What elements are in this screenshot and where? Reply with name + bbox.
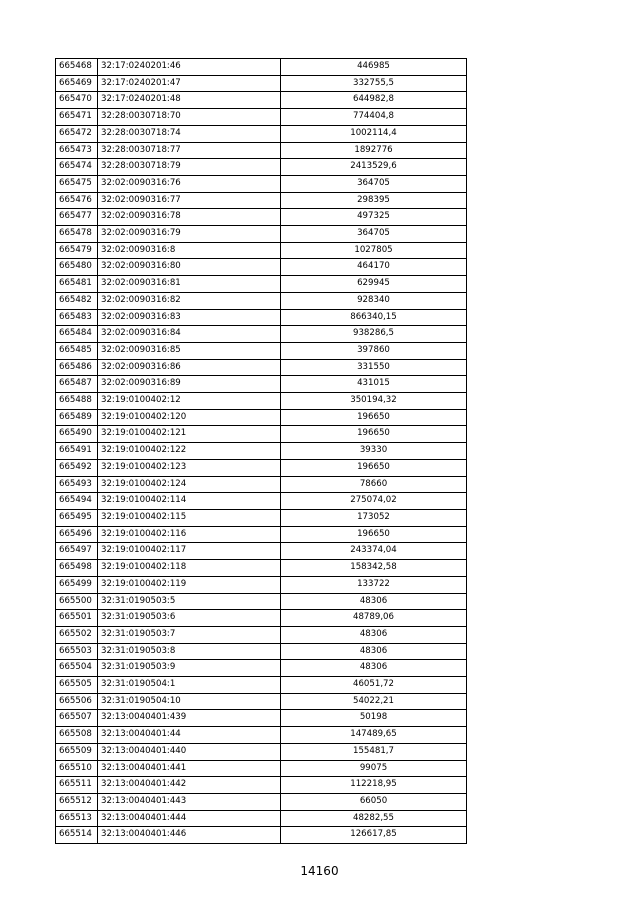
row-number-cell: 665471 — [56, 109, 98, 126]
row-number-cell: 665495 — [56, 509, 98, 526]
value-cell: 48282,55 — [281, 810, 467, 827]
cadastral-number-cell: 32:02:0090316:77 — [98, 192, 281, 209]
table-row — [56, 109, 467, 126]
table-row — [56, 242, 467, 259]
value-cell: 196650 — [281, 459, 467, 476]
row-number-cell: 665494 — [56, 493, 98, 510]
table-row — [56, 409, 467, 426]
value-cell: 54022,21 — [281, 693, 467, 710]
row-number-cell: 665472 — [56, 125, 98, 142]
row-number-cell: 665470 — [56, 92, 98, 109]
cadastral-number-cell: 32:17:0240201:46 — [98, 59, 281, 76]
table-row — [56, 543, 467, 560]
value-cell: 158342,58 — [281, 560, 467, 577]
table-row — [56, 192, 467, 209]
cadastral-number-cell: 32:28:0030718:70 — [98, 109, 281, 126]
page-number: 14160 — [300, 864, 339, 878]
row-number-cell: 665480 — [56, 259, 98, 276]
row-number-cell: 665489 — [56, 409, 98, 426]
value-cell: 332755,5 — [281, 75, 467, 92]
cadastral-number-cell: 32:31:0190504:1 — [98, 677, 281, 694]
value-cell: 364705 — [281, 226, 467, 243]
table-row — [56, 509, 467, 526]
table-row — [56, 125, 467, 142]
cadastral-number-cell: 32:19:0100402:119 — [98, 576, 281, 593]
value-cell: 644982,8 — [281, 92, 467, 109]
cadastral-number-cell: 32:28:0030718:74 — [98, 125, 281, 142]
row-number-cell: 665474 — [56, 159, 98, 176]
table-row — [56, 75, 467, 92]
table-row — [56, 159, 467, 176]
row-number-cell: 665493 — [56, 476, 98, 493]
cadastral-number-cell: 32:19:0100402:118 — [98, 560, 281, 577]
cadastral-number-cell: 32:17:0240201:48 — [98, 92, 281, 109]
value-cell: 298395 — [281, 192, 467, 209]
table-row — [56, 175, 467, 192]
value-cell: 1027805 — [281, 242, 467, 259]
value-cell: 928340 — [281, 292, 467, 309]
row-number-cell: 665477 — [56, 209, 98, 226]
value-cell: 48306 — [281, 626, 467, 643]
table-row — [56, 677, 467, 694]
value-cell: 397860 — [281, 342, 467, 359]
cadastral-number-cell: 32:19:0100402:12 — [98, 393, 281, 410]
cadastral-number-cell: 32:31:0190503:8 — [98, 643, 281, 660]
row-number-cell: 665505 — [56, 677, 98, 694]
row-number-cell: 665509 — [56, 743, 98, 760]
cadastral-number-cell: 32:19:0100402:116 — [98, 526, 281, 543]
value-cell: 147489,65 — [281, 727, 467, 744]
value-cell: 446985 — [281, 59, 467, 76]
value-cell: 431015 — [281, 376, 467, 393]
value-cell: 866340,15 — [281, 309, 467, 326]
table-row — [56, 326, 467, 343]
value-cell: 48789,06 — [281, 610, 467, 627]
cadastral-value-table — [55, 58, 467, 844]
row-number-cell: 665504 — [56, 660, 98, 677]
cadastral-number-cell: 32:13:0040401:446 — [98, 827, 281, 844]
row-number-cell: 665490 — [56, 426, 98, 443]
cadastral-number-cell: 32:02:0090316:84 — [98, 326, 281, 343]
value-cell: 78660 — [281, 476, 467, 493]
value-cell: 275074,02 — [281, 493, 467, 510]
table-row — [56, 660, 467, 677]
table-row — [56, 142, 467, 159]
row-number-cell: 665508 — [56, 727, 98, 744]
cadastral-number-cell: 32:31:0190503:9 — [98, 660, 281, 677]
cadastral-number-cell: 32:31:0190503:7 — [98, 626, 281, 643]
row-number-cell: 665491 — [56, 443, 98, 460]
table-row — [56, 793, 467, 810]
cadastral-number-cell: 32:19:0100402:115 — [98, 509, 281, 526]
table-row — [56, 376, 467, 393]
value-cell: 629945 — [281, 276, 467, 293]
table-row — [56, 493, 467, 510]
row-number-cell: 665497 — [56, 543, 98, 560]
value-cell: 497325 — [281, 209, 467, 226]
value-cell: 99075 — [281, 760, 467, 777]
value-cell: 112218,95 — [281, 777, 467, 794]
value-cell: 48306 — [281, 593, 467, 610]
value-cell: 2413529,6 — [281, 159, 467, 176]
row-number-cell: 665496 — [56, 526, 98, 543]
value-cell: 938286,5 — [281, 326, 467, 343]
table-row — [56, 626, 467, 643]
row-number-cell: 665469 — [56, 75, 98, 92]
row-number-cell: 665488 — [56, 393, 98, 410]
row-number-cell: 665506 — [56, 693, 98, 710]
table-row — [56, 610, 467, 627]
row-number-cell: 665476 — [56, 192, 98, 209]
table-row — [56, 276, 467, 293]
table-row — [56, 693, 467, 710]
value-cell: 1002114,4 — [281, 125, 467, 142]
value-cell: 173052 — [281, 509, 467, 526]
value-cell: 350194,32 — [281, 393, 467, 410]
cadastral-number-cell: 32:02:0090316:82 — [98, 292, 281, 309]
cadastral-number-cell: 32:13:0040401:443 — [98, 793, 281, 810]
table-row — [56, 426, 467, 443]
row-number-cell: 665487 — [56, 376, 98, 393]
cadastral-number-cell: 32:02:0090316:79 — [98, 226, 281, 243]
cadastral-number-cell: 32:19:0100402:121 — [98, 426, 281, 443]
value-cell: 48306 — [281, 643, 467, 660]
row-number-cell: 665513 — [56, 810, 98, 827]
cadastral-number-cell: 32:13:0040401:440 — [98, 743, 281, 760]
value-cell: 464170 — [281, 259, 467, 276]
row-number-cell: 665511 — [56, 777, 98, 794]
row-number-cell: 665510 — [56, 760, 98, 777]
row-number-cell: 665475 — [56, 175, 98, 192]
row-number-cell: 665507 — [56, 710, 98, 727]
value-cell: 196650 — [281, 409, 467, 426]
row-number-cell: 665502 — [56, 626, 98, 643]
row-number-cell: 665479 — [56, 242, 98, 259]
table-body — [56, 59, 467, 844]
row-number-cell: 665514 — [56, 827, 98, 844]
cadastral-number-cell: 32:13:0040401:442 — [98, 777, 281, 794]
row-number-cell: 665499 — [56, 576, 98, 593]
table-row — [56, 476, 467, 493]
cadastral-number-cell: 32:02:0090316:85 — [98, 342, 281, 359]
value-cell: 66050 — [281, 793, 467, 810]
cadastral-number-cell: 32:19:0100402:120 — [98, 409, 281, 426]
cadastral-number-cell: 32:19:0100402:117 — [98, 543, 281, 560]
cadastral-number-cell: 32:19:0100402:114 — [98, 493, 281, 510]
value-cell: 196650 — [281, 426, 467, 443]
cadastral-number-cell: 32:19:0100402:123 — [98, 459, 281, 476]
cadastral-number-cell: 32:31:0190503:6 — [98, 610, 281, 627]
table-row — [56, 393, 467, 410]
table-row — [56, 259, 467, 276]
value-cell: 46051,72 — [281, 677, 467, 694]
cadastral-number-cell: 32:31:0190503:5 — [98, 593, 281, 610]
cadastral-number-cell: 32:13:0040401:441 — [98, 760, 281, 777]
table-row — [56, 560, 467, 577]
cadastral-number-cell: 32:28:0030718:79 — [98, 159, 281, 176]
table-row — [56, 777, 467, 794]
value-cell: 774404,8 — [281, 109, 467, 126]
row-number-cell: 665483 — [56, 309, 98, 326]
table-row — [56, 359, 467, 376]
table-row — [56, 309, 467, 326]
table-row — [56, 59, 467, 76]
row-number-cell: 665500 — [56, 593, 98, 610]
table-row — [56, 743, 467, 760]
row-number-cell: 665484 — [56, 326, 98, 343]
row-number-cell: 665501 — [56, 610, 98, 627]
cadastral-number-cell: 32:28:0030718:77 — [98, 142, 281, 159]
table-row — [56, 92, 467, 109]
cadastral-number-cell: 32:02:0090316:8 — [98, 242, 281, 259]
row-number-cell: 665512 — [56, 793, 98, 810]
cadastral-number-cell: 32:13:0040401:444 — [98, 810, 281, 827]
table-row — [56, 292, 467, 309]
row-number-cell: 665481 — [56, 276, 98, 293]
cadastral-number-cell: 32:31:0190504:10 — [98, 693, 281, 710]
value-cell: 364705 — [281, 175, 467, 192]
cadastral-number-cell: 32:02:0090316:80 — [98, 259, 281, 276]
cadastral-number-cell: 32:17:0240201:47 — [98, 75, 281, 92]
table-row — [56, 576, 467, 593]
table-row — [56, 526, 467, 543]
table-row — [56, 760, 467, 777]
table-row — [56, 827, 467, 844]
row-number-cell: 665492 — [56, 459, 98, 476]
value-cell: 155481,7 — [281, 743, 467, 760]
value-cell: 196650 — [281, 526, 467, 543]
table-row — [56, 727, 467, 744]
cadastral-number-cell: 32:02:0090316:78 — [98, 209, 281, 226]
value-cell: 1892776 — [281, 142, 467, 159]
value-cell: 50198 — [281, 710, 467, 727]
table-row — [56, 593, 467, 610]
table-row — [56, 443, 467, 460]
table-row — [56, 226, 467, 243]
cadastral-number-cell: 32:02:0090316:76 — [98, 175, 281, 192]
table-row — [56, 643, 467, 660]
value-cell: 39330 — [281, 443, 467, 460]
cadastral-number-cell: 32:19:0100402:124 — [98, 476, 281, 493]
row-number-cell: 665486 — [56, 359, 98, 376]
row-number-cell: 665473 — [56, 142, 98, 159]
cadastral-number-cell: 32:19:0100402:122 — [98, 443, 281, 460]
table-row — [56, 810, 467, 827]
value-cell: 126617,85 — [281, 827, 467, 844]
table-row — [56, 209, 467, 226]
row-number-cell: 665498 — [56, 560, 98, 577]
row-number-cell: 665482 — [56, 292, 98, 309]
cadastral-number-cell: 32:13:0040401:44 — [98, 727, 281, 744]
row-number-cell: 665503 — [56, 643, 98, 660]
row-number-cell: 665485 — [56, 342, 98, 359]
table-row — [56, 459, 467, 476]
table-row — [56, 342, 467, 359]
value-cell: 331550 — [281, 359, 467, 376]
row-number-cell: 665468 — [56, 59, 98, 76]
value-cell: 243374,04 — [281, 543, 467, 560]
value-cell: 133722 — [281, 576, 467, 593]
cadastral-number-cell: 32:02:0090316:81 — [98, 276, 281, 293]
cadastral-number-cell: 32:02:0090316:89 — [98, 376, 281, 393]
cadastral-number-cell: 32:02:0090316:83 — [98, 309, 281, 326]
table-row — [56, 710, 467, 727]
row-number-cell: 665478 — [56, 226, 98, 243]
cadastral-number-cell: 32:02:0090316:86 — [98, 359, 281, 376]
value-cell: 48306 — [281, 660, 467, 677]
cadastral-number-cell: 32:13:0040401:439 — [98, 710, 281, 727]
